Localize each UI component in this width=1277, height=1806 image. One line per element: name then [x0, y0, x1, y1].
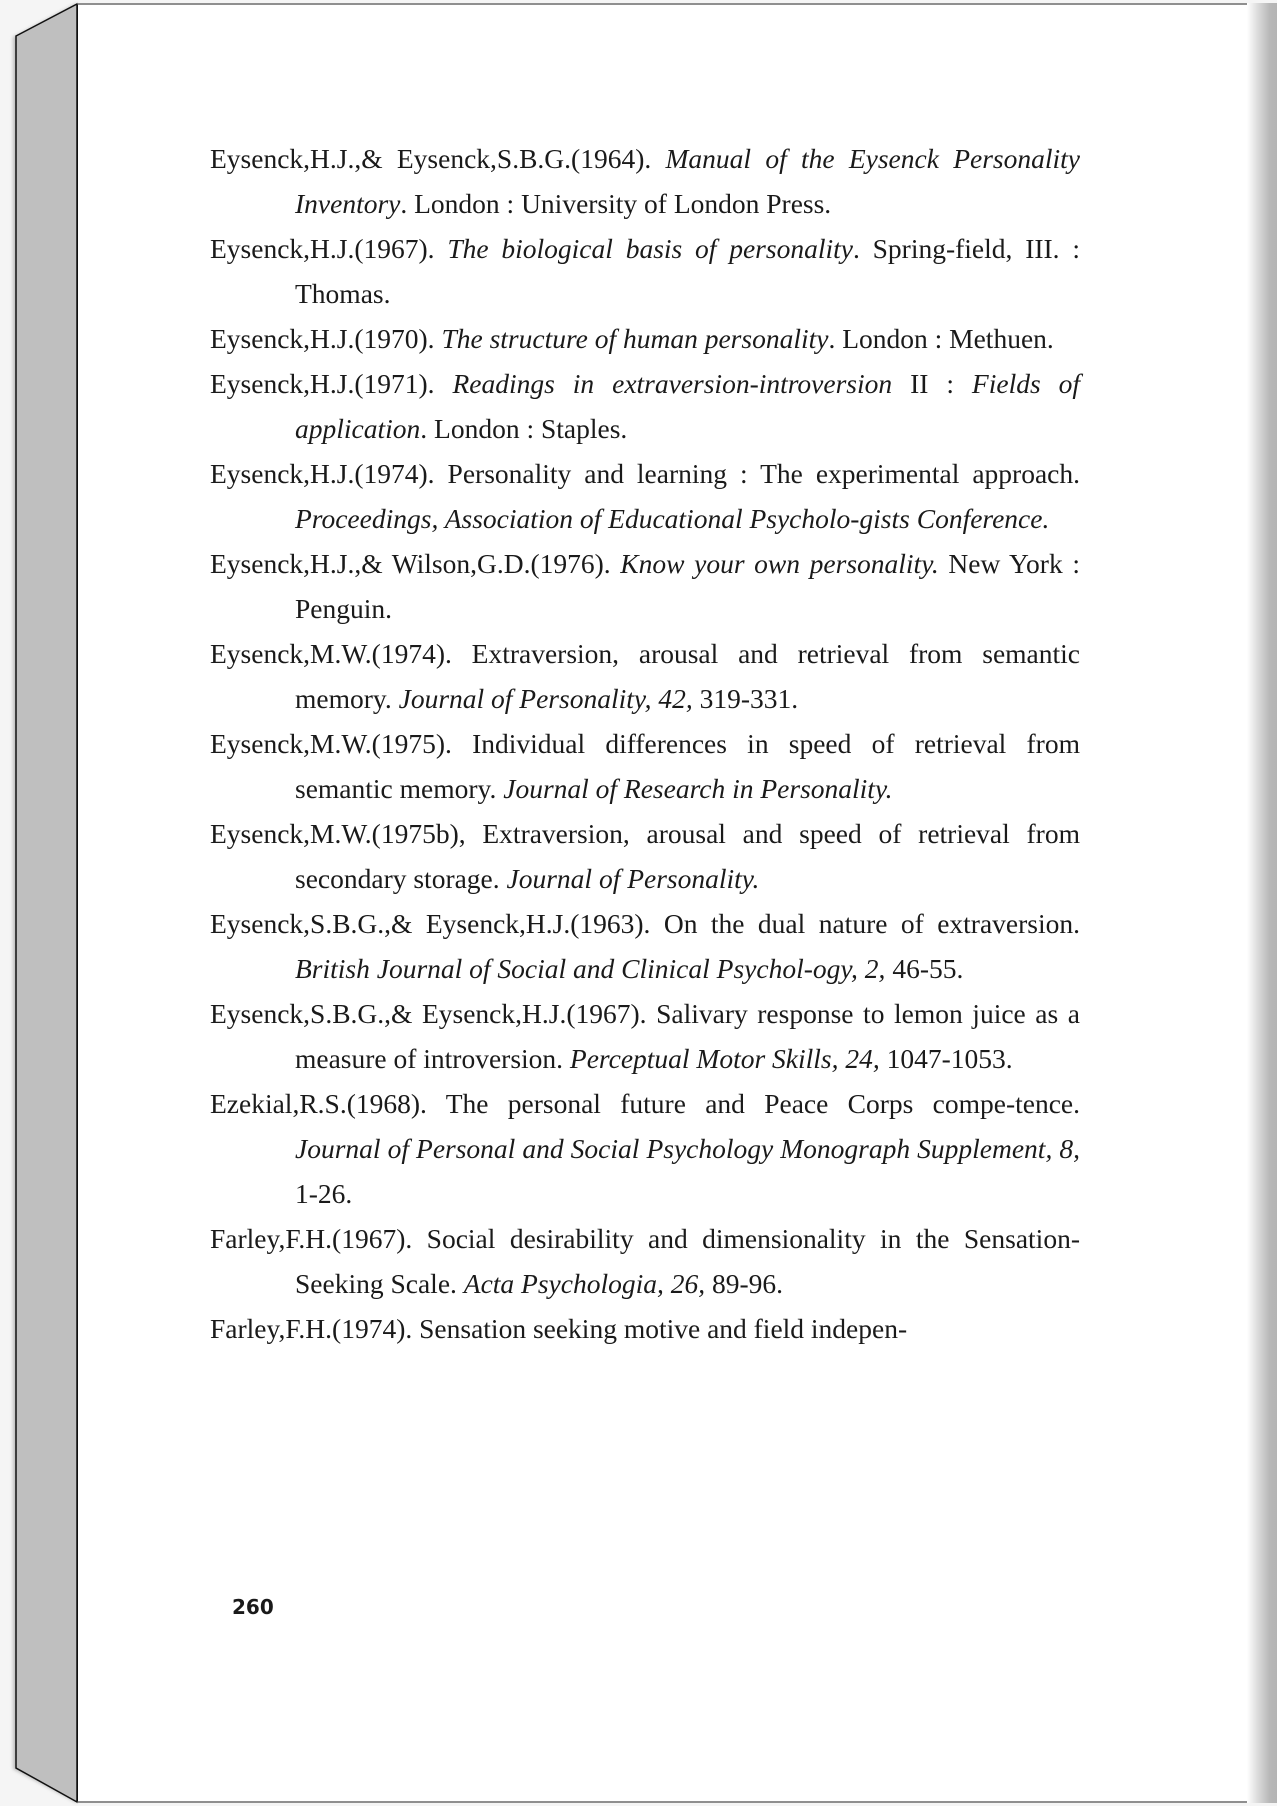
reference-subtitle: Fields of application: [295, 368, 1080, 444]
reference-authors: Farley,F.H.: [210, 1223, 333, 1254]
reference-entry: Eysenck,H.J.(1974). Personality and learning : The experimental approach. Proceedings, Association of Educational Psycholo-gists Conference.: [210, 458, 1080, 534]
reference-authors: Eysenck,M.W.: [210, 728, 372, 759]
reference-year: (1967).: [566, 998, 657, 1029]
reference-entry: Eysenck,M.W.(1975b), Extraversion, arousal and speed of retrieval from secondary storage. Journal of Personality.: [210, 818, 1080, 894]
reference-journal: Journal of Personality.: [506, 863, 760, 894]
reference-journal: Acta Psychologia, 26,: [463, 1268, 706, 1299]
reference-entry: Eysenck,H.J.,& Eysenck,S.B.G.(1964). Manual of the Eysenck Personality Inventory. London : University of London Press.: [210, 143, 1080, 219]
reference-authors: Eysenck,H.J.,& Eysenck,S.B.G.: [210, 143, 572, 174]
reference-year: (1967).: [354, 233, 448, 264]
reference-authors: Eysenck,S.B.G.,& Eysenck,H.J.: [210, 908, 571, 939]
reference-entry: Eysenck,S.B.G.,& Eysenck,H.J.(1967). Salivary response to lemon juice as a measure of introversion. Perceptual Motor Skills, 24, 1047-1053.: [210, 998, 1080, 1074]
reference-journal: Journal of Research in Personality.: [503, 773, 893, 804]
reference-title: The biological basis of personality: [447, 233, 853, 264]
reference-entry: Eysenck,H.J.,& Wilson,G.D.(1976). Know your own personality. New York : Penguin.: [210, 548, 1081, 624]
reference-journal: Perceptual Motor Skills, 24,: [569, 1043, 880, 1074]
reference-entry: Farley,F.H.(1974). Sensation seeking motive and field indepen-: [210, 1313, 908, 1344]
page-number: 260: [232, 1595, 274, 1619]
reference-year: (1975).: [371, 728, 473, 759]
reference-title: Readings in extraversion-introversion: [452, 368, 893, 399]
reference-entry: Eysenck,H.J.(1971). Readings in extraversion-introversion II : Fields of application. London : Staples.: [210, 368, 1080, 444]
reference-list: [210, 136, 1080, 1351]
book-spine: [0, 0, 80, 1806]
reference-authors: Eysenck,H.J.,& Wilson,G.D.: [210, 548, 531, 579]
reference-authors: Farley,F.H.: [210, 1313, 333, 1344]
reference-authors: Eysenck,M.W.: [210, 638, 372, 669]
reference-authors: Eysenck,H.J.: [210, 233, 355, 264]
reference-entry: Eysenck,M.W.(1974). Extraversion, arousal and retrieval from semantic memory. Journal of Personality, 42, 319-331.: [210, 638, 1080, 714]
reference-year: (1967).: [332, 1223, 427, 1254]
reference-authors: Eysenck,M.W.: [210, 818, 372, 849]
reference-authors: Eysenck,H.J.: [210, 323, 355, 354]
reference-year: (1974).: [371, 638, 472, 669]
page-edge-shadow: [1247, 3, 1277, 1803]
reference-authors: Eysenck,H.J.: [210, 458, 355, 489]
reference-authors: Eysenck,S.B.G.,& Eysenck,H.J.: [210, 998, 567, 1029]
reference-year: (1975b),: [371, 818, 483, 849]
reference-year: (1974).: [332, 1313, 420, 1344]
reference-year: (1974).: [354, 458, 448, 489]
reference-title: Manual of the Eysenck Personality Inventory: [295, 143, 1080, 219]
reference-entry: Farley,F.H.(1967). Social desirability and dimensionality in the Sensation-Seeking Scale. Acta Psychologia, 26, 89-96.: [210, 1223, 1080, 1299]
reference-authors: Ezekial,R.S.: [210, 1088, 347, 1119]
reference-year: (1970).: [354, 323, 442, 354]
reference-entry: Eysenck,H.J.(1970). The structure of human personality. London : Methuen.: [210, 323, 1054, 354]
reference-year: (1963).: [570, 908, 664, 939]
reference-journal: Journal of Personal and Social Psychology Monograph Supplement, 8,: [295, 1133, 1080, 1164]
reference-entry: Ezekial,R.S.(1968). The personal future and Peace Corps compe-tence. Journal of Personal and Social Psychology Monograph Supplement, 8, 1-26.: [210, 1088, 1080, 1209]
reference-entry: Eysenck,S.B.G.,& Eysenck,H.J.(1963). On the dual nature of extraversion. British Journal of Social and Clinical Psychol-ogy, 2, 46-55.: [210, 908, 1080, 984]
reference-title: Know your own personality.: [620, 548, 939, 579]
reference-year: (1964).: [571, 143, 666, 174]
reference-title: The structure of human personality: [441, 323, 829, 354]
reference-journal: Journal of Personality, 42,: [398, 683, 693, 714]
reference-entry: Eysenck,H.J.(1967). The biological basis of personality. Spring-field, III. : Thomas.: [210, 233, 1080, 309]
reference-year: (1968).: [346, 1088, 446, 1119]
reference-year: (1976).: [530, 548, 621, 579]
reference-authors: Eysenck,H.J.: [210, 368, 355, 399]
reference-entry: Eysenck,M.W.(1975). Individual differences in speed of retrieval from semantic memory. Journal of Research in Personality.: [210, 728, 1080, 804]
reference-journal: British Journal of Social and Clinical Psychol-ogy, 2,: [295, 953, 886, 984]
reference-title: Proceedings, Association of Educational Psycholo-gists Conference.: [295, 503, 1050, 534]
reference-year: (1971).: [354, 368, 453, 399]
